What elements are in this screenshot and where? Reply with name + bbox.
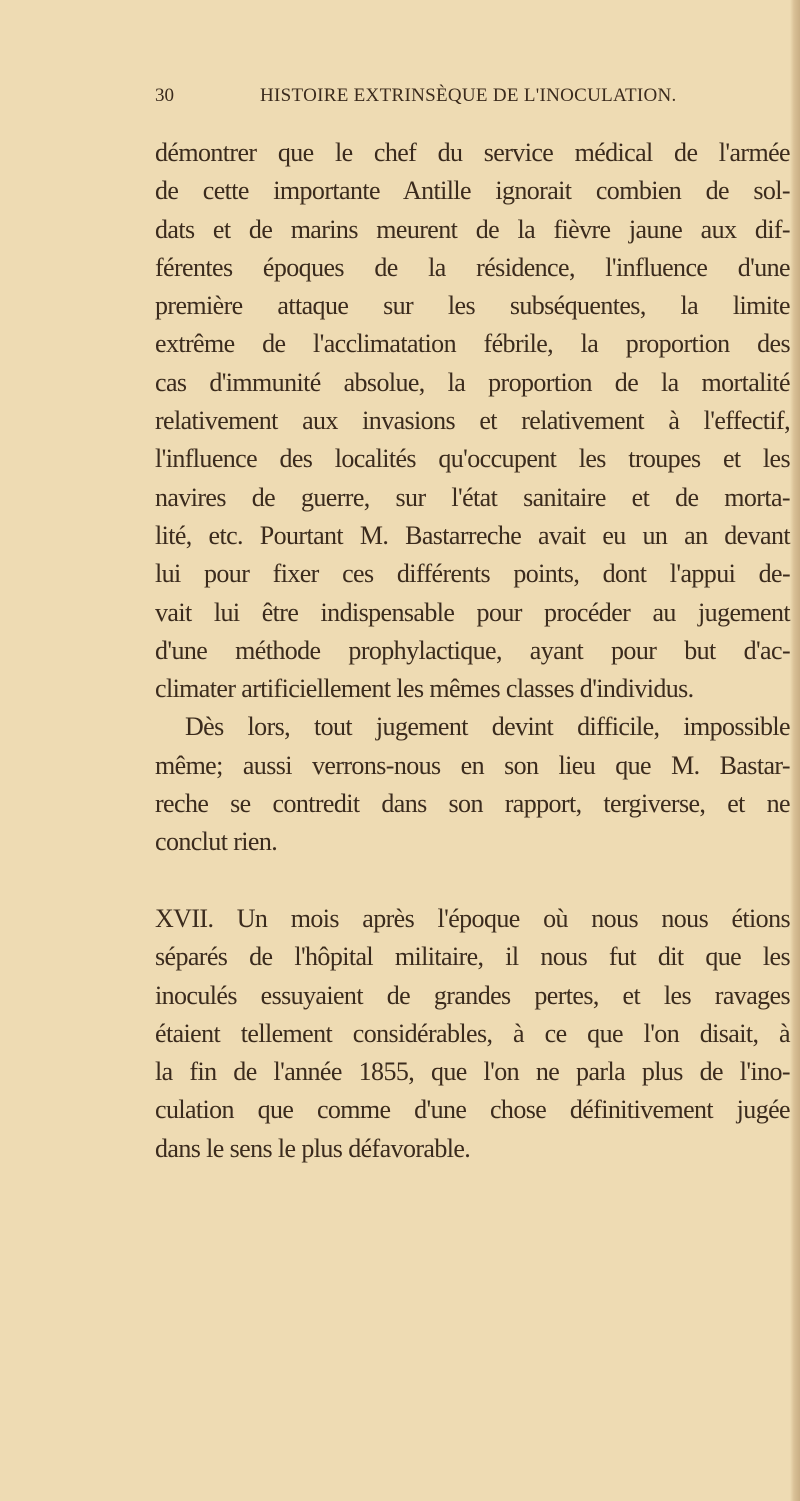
text-line: navires de guerre, sur l'état sanitaire et de morta-: [155, 482, 790, 512]
text-line: relativement aux invasions et relativement à l'effectif,: [155, 406, 790, 436]
text-line: dans le sens le plus défavorable.: [155, 1133, 471, 1163]
text-line: vait lui être indispensable pour procéder au jugement: [155, 597, 790, 627]
text-line: férentes époques de la résidence, l'influence d'une: [155, 252, 790, 282]
page-header: [155, 84, 790, 112]
text-line: climater artificiellement les mêmes classes d'individus.: [155, 674, 694, 704]
page-edge-shadow: [790, 0, 800, 1501]
text-line: lui pour fixer ces différents points, dont l'appui de-: [155, 559, 790, 589]
text-line: XVII. Un mois après l'époque où nous nous étions: [155, 903, 790, 933]
text-line: l'influence des localités qu'occupent les troupes et les: [155, 444, 790, 474]
text-line: inoculés essuyaient de grandes pertes, et les ravages: [155, 980, 790, 1010]
text-line: même; aussi verrons-nous en son lieu que M. Bastar-: [155, 750, 790, 780]
text-line: de cette importante Antille ignorait combien de sol-: [155, 176, 790, 206]
text-line: dats et de marins meurent de la fièvre jaune aux dif-: [155, 214, 790, 244]
page-number: 30: [155, 85, 174, 106]
text-line: culation que comme d'une chose définitivement jugée: [155, 1095, 790, 1125]
text-line: séparés de l'hôpital militaire, il nous fut dit que les: [155, 942, 790, 972]
text-line: Dès lors, tout jugement devint difficile, impossible: [185, 712, 790, 742]
text-line: démontrer que le chef du service médical de l'armée: [155, 138, 790, 167]
text-line: la fin de l'année 1855, que l'on ne parla plus de l'ino-: [155, 1057, 790, 1087]
text-line: conclut rien.: [155, 827, 278, 857]
text-line: d'une méthode prophylactique, ayant pour but d'ac-: [155, 635, 790, 665]
text-line: reche se contredit dans son rapport, tergiverse, et ne: [155, 789, 790, 819]
paragraph-gap: [155, 862, 790, 900]
text-line: première attaque sur les subséquentes, la limite: [155, 291, 790, 321]
running-title: HISTOIRE EXTRINSÈQUE DE L'INOCULATION.: [260, 85, 677, 106]
text-line: étaient tellement considérables, à ce que l'on disait, à: [155, 1018, 790, 1048]
text-line: cas d'immunité absolue, la proportion de la mortalité: [155, 367, 790, 397]
text-line: extrême de l'acclimatation fébrile, la proportion des: [155, 329, 790, 359]
text-line: lité, etc. Pourtant M. Bastarreche avait eu un an devant: [155, 520, 790, 550]
body-text: [155, 134, 790, 1168]
